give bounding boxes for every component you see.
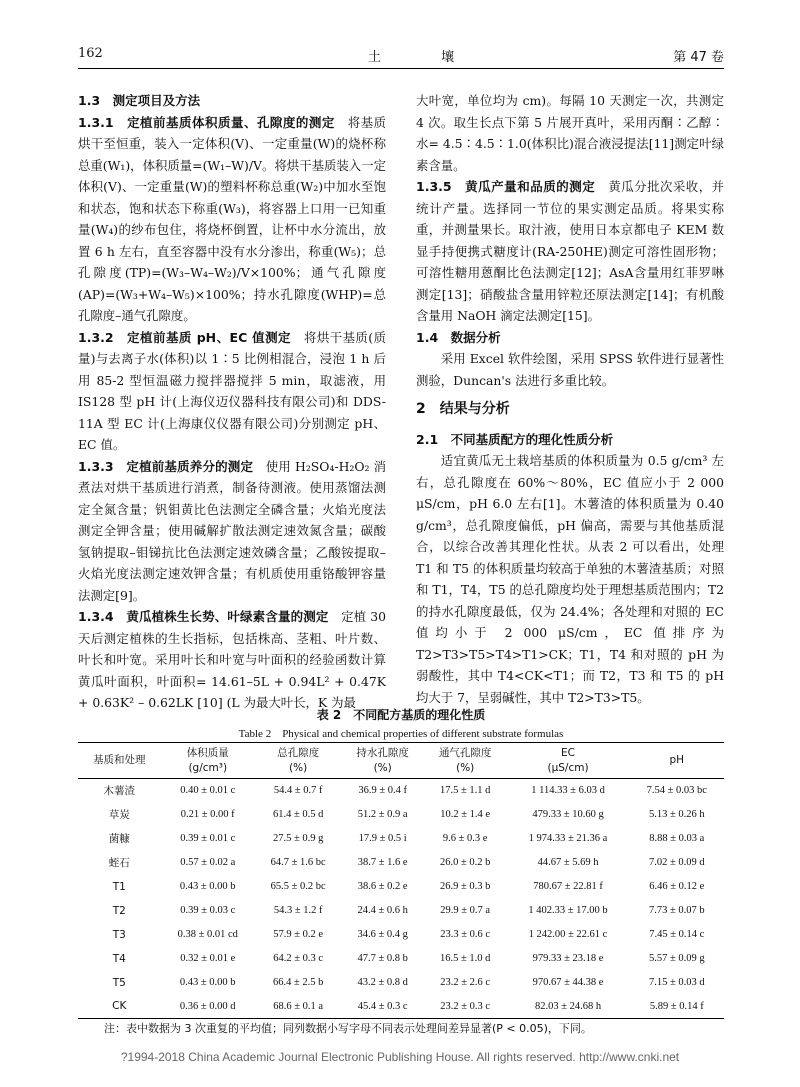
table-caption — [78, 706, 724, 741]
table-cell: T4 — [112, 952, 126, 965]
table-row — [78, 827, 724, 851]
paragraph — [78, 112, 386, 327]
journal-title: 土 壤 — [368, 50, 483, 65]
table-cell: 38.6 ± 0.2 e — [357, 881, 408, 892]
table-cell: 5.89 ± 0.14 f — [630, 995, 724, 1019]
table-cell: 7.73 ± 0.07 b — [648, 905, 705, 916]
column-header: 持水孔隙度 (%) — [341, 743, 424, 779]
subsection-heading: 1.3.5 黄瓜产量和品质的测定 — [416, 179, 609, 194]
paragraph — [416, 176, 724, 327]
table-row — [78, 971, 724, 995]
table-cell: 0.38 ± 0.01 cd — [177, 929, 238, 940]
table-cell: 68.6 ± 0.1 a — [255, 995, 341, 1019]
table-row — [78, 779, 724, 803]
table-cell: 17.5 ± 1.1 d — [440, 785, 491, 797]
table-cell: 0.40 ± 0.01 c — [180, 785, 236, 797]
table-cell: 0.39 ± 0.01 c — [180, 833, 236, 844]
table-cell: 7.15 ± 0.03 d — [648, 977, 705, 988]
table-cell: 蛭石 — [108, 857, 130, 869]
volume-label: 第 47 卷 — [673, 50, 724, 65]
table-cell: 0.43 ± 0.00 b — [179, 881, 236, 892]
paragraph — [78, 327, 386, 456]
column-header: EC (μS/cm) — [506, 743, 629, 779]
table-cell: 57.9 ± 0.2 e — [273, 929, 324, 940]
paragraph-text: 黄瓜分批次采收，并统计产量。选择同一节位的果实测定品质。将果实称重，并测量果长。取汁液，使用日本京都电子 KEM 数显手持便携式糖度计(RA-250HE)测定可溶性固形物；可溶性糖用蒽酮比色法测定[12]；AsA含量用红菲罗啉测定[13]；硝酸盐含量用锌粒还原法测定[14]；有机酸含量用 NaOH 滴定法测定[15]。 — [416, 179, 725, 323]
paragraph: 适宜黄瓜无土栽培基质的体积质量为 0.5 g/cm³ 左右，总孔隙度在 60%～80%，EC 值应小于 2 000 μS/cm，pH 6.0 左右[1]。木薯渣的体积质量为 0.40 g/cm³，总孔隙度偏低，pH 偏高，需要与其他基质混合，以综合改善其理化性状。从表 2 可以看出，处理 T1 和 T5 的体积质量均较高于单独的木薯渣基质；对照和 T1，T4，T5 的总孔隙度均处于理想基质范围内；T2 的持水孔隙度最低，仅为 24.4%；各处理和对照的 EC 值均小于 2 000 μS/cm，EC 值排序为 T2>T3>T5>T4>T1>CK；T1，T4 和对照的 pH 为弱酸性，其中 T4<CK<T1；而 T2，T3 和 T5 的 pH 均大于 7，呈弱碱性，其中 T2>T3>T5。 — [416, 453, 724, 705]
paragraph-text: 使用 H₂SO₄-H₂O₂ 消煮法对烘干基质进行消煮，制备待测液。使用蒸馏法测定全氮含量；钒钼黄比色法测定全磷含量；火焰光度法测定全钾含量；使用碱解扩散法测定速效氮含量；碳酸氢钠提取–钼锑抗比色法测定速效磷含量；乙酸铵提取–火焰光度法测定速效钾含量；有机质使用重铬酸钾容量法测定[9]。 — [78, 458, 386, 603]
table-cell: 10.2 ± 1.4 e — [440, 809, 491, 820]
subsection-heading: 1.3.3 定植前基质养分的测定 — [78, 458, 266, 474]
table-cell: 47.7 ± 0.8 b — [357, 953, 408, 964]
table-cell: 草炭 — [108, 809, 130, 821]
table-cell: 菌糠 — [108, 833, 130, 845]
table-row — [78, 803, 724, 827]
table-body — [78, 779, 724, 1019]
table-header-row — [78, 743, 724, 779]
table-note: 注：表中数据为 3 次重复的平均值；同列数据小写字母不同表示处理间差异显著(P < 0.05)，下同。 — [104, 1022, 592, 1035]
paragraph-text: 定植 30 天后测定植株的生长指标，包括株高、茎粗、叶片数、叶长和叶宽。采用叶长和叶宽与叶面积的经验函数计算黄瓜叶面积，叶面积= 14.61–5L + 0.94L² + 0.47K + 0.63K² – 0.62LK [10] (L 为最大叶长，K 为最 — [78, 609, 386, 710]
table-cell: 17.9 ± 0.5 i — [358, 833, 407, 844]
table-cell: 16.5 ± 1.0 d — [440, 953, 491, 964]
table-cell: 27.5 ± 0.9 g — [272, 833, 324, 844]
subsection-heading: 1.3.4 黄瓜植株生长势、叶绿素含量的测定 — [78, 609, 342, 624]
table-cell: 65.5 ± 0.2 bc — [270, 881, 326, 892]
table-cell: 479.33 ± 10.60 g — [532, 809, 604, 820]
table-row — [78, 947, 724, 971]
paragraph — [78, 606, 386, 714]
table-cell: 5.57 ± 0.09 g — [648, 953, 705, 964]
table-cell: 23.3 ± 0.6 c — [440, 929, 491, 940]
table-cell: 0.36 ± 0.00 d — [161, 995, 255, 1019]
table-cell: 0.32 ± 0.01 e — [180, 953, 236, 964]
section-heading: 2.1 不同基质配方的理化性质分析 — [416, 431, 614, 447]
table-cell: T5 — [112, 976, 126, 989]
table-cell: 970.67 ± 44.38 e — [532, 977, 604, 988]
table-cell: 64.2 ± 0.3 c — [273, 953, 324, 964]
table-cell: 29.9 ± 0.7 a — [440, 905, 491, 916]
table-cell: 23.2 ± 2.6 c — [440, 977, 491, 988]
copyright-footer: ?1994-2018 China Academic Journal Electronic Publishing House. All rights reserved. http://www.cnki.net — [120, 1050, 680, 1064]
table-cell: 1 242.00 ± 22.61 c — [528, 929, 608, 940]
section-heading: 1.4 数据分析 — [416, 329, 501, 345]
table-cell: 24.4 ± 0.6 h — [357, 905, 408, 916]
table-cell: 0.43 ± 0.00 b — [179, 977, 236, 988]
table-row — [78, 923, 724, 947]
table-cell: 26.0 ± 0.2 b — [440, 857, 491, 868]
subsection-heading: 1.3.1 定植前基质体积质量、孔隙度的测定 — [78, 114, 348, 130]
table-cell: 44.67 ± 5.69 h — [537, 857, 599, 868]
table-cell: 木薯渣 — [103, 785, 136, 798]
table-cell: 5.13 ± 0.26 h — [648, 809, 705, 820]
substrate-properties-table — [78, 742, 724, 1019]
table-cell: 1 114.33 ± 6.03 d — [531, 785, 605, 797]
right-text-column — [416, 90, 724, 708]
column-header: 体积质量 (g/cm³) — [161, 743, 255, 779]
paragraph-text: 将基质烘干至恒重，装入一定体积(V)、一定重量(W)的烧杯称总重(W₁)，体积质量=(W₁–W)/V。将烘干基质装入一定体积(V)、一定重量(W)的塑料杯称总重(W₂)中加水至饱和状态，饱和状态下称重(W₃)，将容器上口用一已知重量(W₄)的纱布包住，将烧杯倒置，让杯中水分流出，放置 6 h 左右，直至容器中没有水分渗出，称重(W₅)；总孔隙度(TP)=(W₃–W₄–W₂)/V×100%；通气孔隙度(AP)=(W₃+W₄–W₅)×100%；持水孔隙度(WHP)=总孔隙度–通气孔隙度。 — [78, 114, 387, 323]
table-cell: 8.88 ± 0.03 a — [649, 833, 705, 844]
table-cell: 7.02 ± 0.09 d — [648, 857, 705, 868]
paragraph — [78, 456, 386, 607]
table-cell: 6.46 ± 0.12 e — [649, 881, 705, 892]
left-text-column — [78, 90, 386, 714]
table-cell: 54.3 ± 1.2 f — [273, 905, 323, 916]
paragraph: 大叶宽，单位均为 cm)。每隔 10 天测定一次，共测定 4 次。取生长点下第 5 片展开真叶，采用丙酮∶乙醇∶水= 4.5∶4.5∶1.0(体积比)混合液浸提法[11]测定叶绿素含量。 — [416, 93, 724, 173]
running-header — [78, 44, 724, 69]
table-cell: T3 — [112, 928, 126, 941]
table-cell: 0.57 ± 0.02 a — [180, 857, 236, 868]
table-cell: 64.7 ± 1.6 bc — [270, 857, 326, 868]
table-cell: 23.2 ± 0.3 c — [424, 995, 507, 1019]
table-cell: 36.9 ± 0.4 f — [358, 785, 407, 797]
table-cell: 7.54 ± 0.03 bc — [646, 785, 707, 797]
table-cell: 1 974.33 ± 21.36 a — [528, 833, 608, 844]
table-row — [78, 995, 724, 1019]
column-header: 基质和处理 — [78, 743, 161, 779]
table-cell: CK — [78, 995, 161, 1019]
table-cell: 61.4 ± 0.5 d — [272, 809, 324, 820]
table-cell: 780.67 ± 22.81 f — [533, 881, 603, 892]
table-cell: 43.2 ± 0.8 d — [357, 977, 408, 988]
table-cell: 9.6 ± 0.3 e — [442, 833, 488, 844]
column-header: 通气孔隙度 (%) — [424, 743, 507, 779]
table-cell: 979.33 ± 23.18 e — [532, 953, 604, 964]
column-header: 总孔隙度 (%) — [255, 743, 341, 779]
subsection-heading: 1.3.2 定植前基质 pH、EC 值测定 — [78, 329, 304, 345]
table-caption-zh: 表 2 不同配方基质的理化性质 — [316, 708, 486, 722]
section-heading: 2 结果与分析 — [416, 401, 510, 417]
section-heading: 1.3 测定项目及方法 — [78, 93, 201, 108]
table-cell: 54.4 ± 0.7 f — [273, 785, 323, 797]
table-cell: 82.03 ± 24.68 h — [506, 995, 629, 1019]
table-cell: T2 — [112, 904, 126, 917]
table-caption-en: Table 2 Physical and chemical properties of different substrate formulas — [238, 728, 564, 740]
table-cell: 0.39 ± 0.03 c — [180, 905, 236, 916]
table-cell: T1 — [112, 880, 126, 893]
paragraph: 采用 Excel 软件绘图，采用 SPSS 软件进行显著性测验，Duncan's 法进行多重比较。 — [416, 351, 724, 388]
table-cell: 26.9 ± 0.3 b — [440, 881, 491, 892]
table-row — [78, 899, 724, 923]
table-cell: 34.6 ± 0.4 g — [357, 929, 408, 940]
paragraph-text: 将烘干基质(质量)与去离子水(体积)以 1∶5 比例相混合，浸泡 1 h 后用 85-2 型恒温磁力搅拌器搅拌 5 min，取滤液，用 IS128 型 pH 计(上海仪迈仪器科技有限公司)和 DDS-11A 型 EC 计(上海康仪仪器有限公司)分别测定 pH、EC 值。 — [78, 329, 386, 452]
table-cell: 0.21 ± 0.00 f — [180, 809, 235, 820]
table-cell: 38.7 ± 1.6 e — [357, 857, 408, 868]
page-number: 162 — [78, 46, 103, 61]
table-cell: 51.2 ± 0.9 a — [357, 809, 408, 820]
table-row — [78, 875, 724, 899]
table-row — [78, 851, 724, 875]
column-header: pH — [630, 743, 724, 779]
table-cell: 7.45 ± 0.14 c — [649, 929, 705, 940]
table-cell: 66.4 ± 2.5 b — [272, 977, 324, 988]
table-cell: 1 402.33 ± 17.00 b — [528, 905, 608, 916]
table-cell: 45.4 ± 0.3 c — [341, 995, 424, 1019]
